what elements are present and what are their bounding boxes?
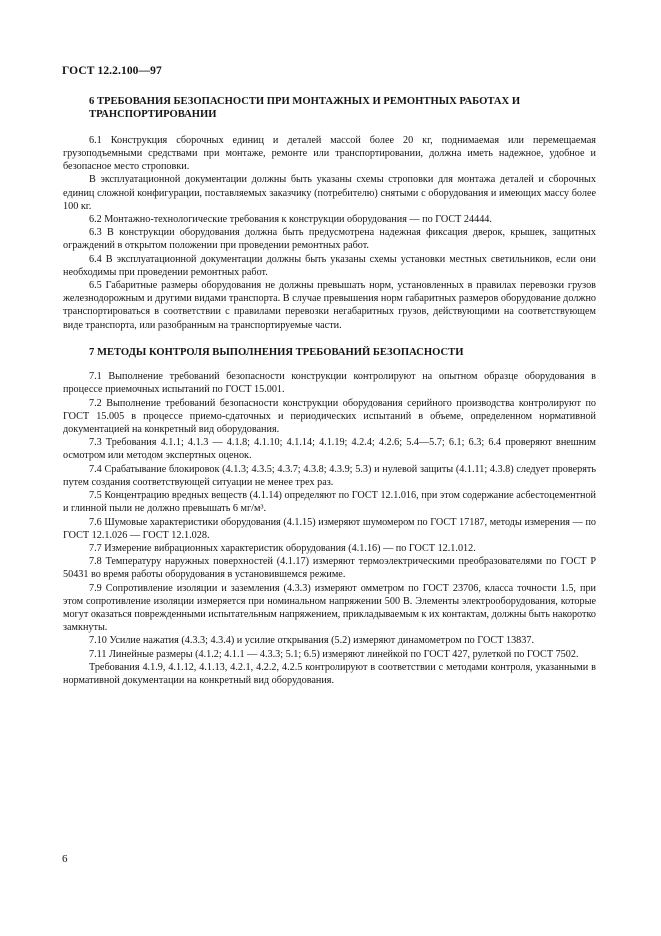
document-id-header: ГОСТ 12.2.100—97 <box>62 65 162 77</box>
document-body <box>63 95 596 687</box>
paragraph-6-1-note: В эксплуатационной документации должны быть указаны схемы строповки для монтажа деталей и сборочных единиц сложной конфигурации, поставляемых заказчику (потребителю) снятыми с оборудования и имеющих массу более 100 кг. <box>63 174 596 212</box>
section-7-title-text: 7 МЕТОДЫ КОНТРОЛЯ ВЫПОЛНЕНИЯ ТРЕБОВАНИЙ БЕЗОПАСНОСТИ <box>89 346 464 358</box>
paragraph-7-4: 7.4 Срабатывание блокировок (4.1.3; 4.3.5; 4.3.7; 4.3.8; 4.3.9; 5.3) и нулевой защиты (4.1.11; 4.3.8) следует проверять путем создания соответствующей ситуации не менее трех раз. <box>63 463 596 488</box>
paragraph-7-requirements: Требования 4.1.9, 4.1.12, 4.1.13, 4.2.1, 4.2.2, 4.2.5 контролируют в соответствии с методами контроля, указанными в нормативной документации на конкретный вид оборудования. <box>63 661 596 686</box>
paragraph-7-5: 7.5 Концентрацию вредных веществ (4.1.14) определяют по ГОСТ 12.1.016, при этом содержание асбестоцементной и глинной пыли не должно превышать 6 мг/м³. <box>63 490 596 515</box>
paragraph-7-6: 7.6 Шумовые характеристики оборудования (4.1.15) измеряют шумомером по ГОСТ 17187, методы измерения — по ГОСТ 12.1.026 — ГОСТ 12.1.028. <box>63 516 596 541</box>
paragraph-6-1: 6.1 Конструкция сборочных единиц и деталей массой более 20 кг, поднимаемая или перемещаемая грузоподъемными средствами при монтаже, ремонте или транспортировании, должна иметь надежное, удобное и безопасное место строповки. <box>63 134 596 173</box>
section-6-title-text: 6 ТРЕБОВАНИЯ БЕЗОПАСНОСТИ ПРИ МОНТАЖНЫХ И РЕМОНТНЫХ РАБОТАХ И ТРАНСПОРТИРОВАНИИ <box>89 96 521 121</box>
paragraph-7-9: 7.9 Сопротивление изоляции и заземления (4.3.3) измеряют омметром по ГОСТ 23706, класса точности 1.5, при этом сопротивление изоляции измеряется при номинальном напряжении 500 В. Элементы электрооборудования, которые могут оказаться поврежденными испытательным напряжением, прикладываемым к их контактам, должны быть накоротко замкнуты. <box>63 582 596 634</box>
paragraph-7-1: 7.1 Выполнение требований безопасности конструкции контролируют на опытном образце оборудования в процессе приемочных испытаний по ГОСТ 15.001. <box>63 371 596 396</box>
paragraph-7-2: 7.2 Выполнение требований безопасности конструкции оборудования серийного производства контролируют по ГОСТ 15.005 в процессе приемо-сдаточных и периодических испытаний в объеме, определенном нормативной документацией на конкретный вид оборудования. <box>63 397 596 436</box>
paragraph-6-3: 6.3 В конструкции оборудования должна быть предусмотрена надежная фиксация дверок, крышек, защитных ограждений в открытом положении при проведении ремонтных работ. <box>63 227 596 252</box>
paragraph-7-10: 7.10 Усилие нажатия (4.3.3; 4.3.4) и усилие открывания (5.2) измеряют динамометром по ГОСТ 13837. <box>89 635 535 647</box>
paragraph-6-2: 6.2 Монтажно-технологические требования к конструкции оборудования — по ГОСТ 24444. <box>89 214 492 226</box>
paragraph-6-4: 6.4 В эксплуатационной документации должны быть указаны схемы установки местных светильников, если они необходимы при проведении ремонтных работ. <box>63 253 596 278</box>
section-6 <box>63 95 596 332</box>
paragraph-6-5: 6.5 Габаритные размеры оборудования не должны превышать норм, установленных в правилах перевозки грузов железнодорожным и другими видами транспорта. В случае превышения норм габаритных размеров оборудование должно транспортироваться в соответствии с правилами перевозки негабаритных грузов, действующими на соответствующем виде транспорта, или разобранным на транспортируемые части. <box>63 280 596 331</box>
paragraph-7-8: 7.8 Температуру наружных поверхностей (4.1.17) измеряют термоэлектрическими преобразователями по ГОСТ Р 50431 во время работы оборудования в установившемся режиме. <box>63 556 596 581</box>
paragraph-7-7: 7.7 Измерение вибрационных характеристик оборудования (4.1.16) — по ГОСТ 12.1.012. <box>89 542 476 554</box>
paragraph-7-11: 7.11 Линейные размеры (4.1.2; 4.1.1 — 4.3.3; 5.1; 6.5) измеряют линейкой по ГОСТ 427, рулеткой по ГОСТ 7502. <box>89 648 579 660</box>
page-number: 6 <box>62 853 68 865</box>
section-7-title <box>63 346 596 359</box>
section-7 <box>63 346 596 687</box>
section-6-title <box>63 95 596 122</box>
paragraph-7-3: 7.3 Требования 4.1.1; 4.1.3 — 4.1.8; 4.1.10; 4.1.14; 4.1.19; 4.2.4; 4.2.6; 5.4—5.7; 6.1; 6.3; 6.4 проверяют внешним осмотром или методом экспертных оценок. <box>63 437 596 462</box>
